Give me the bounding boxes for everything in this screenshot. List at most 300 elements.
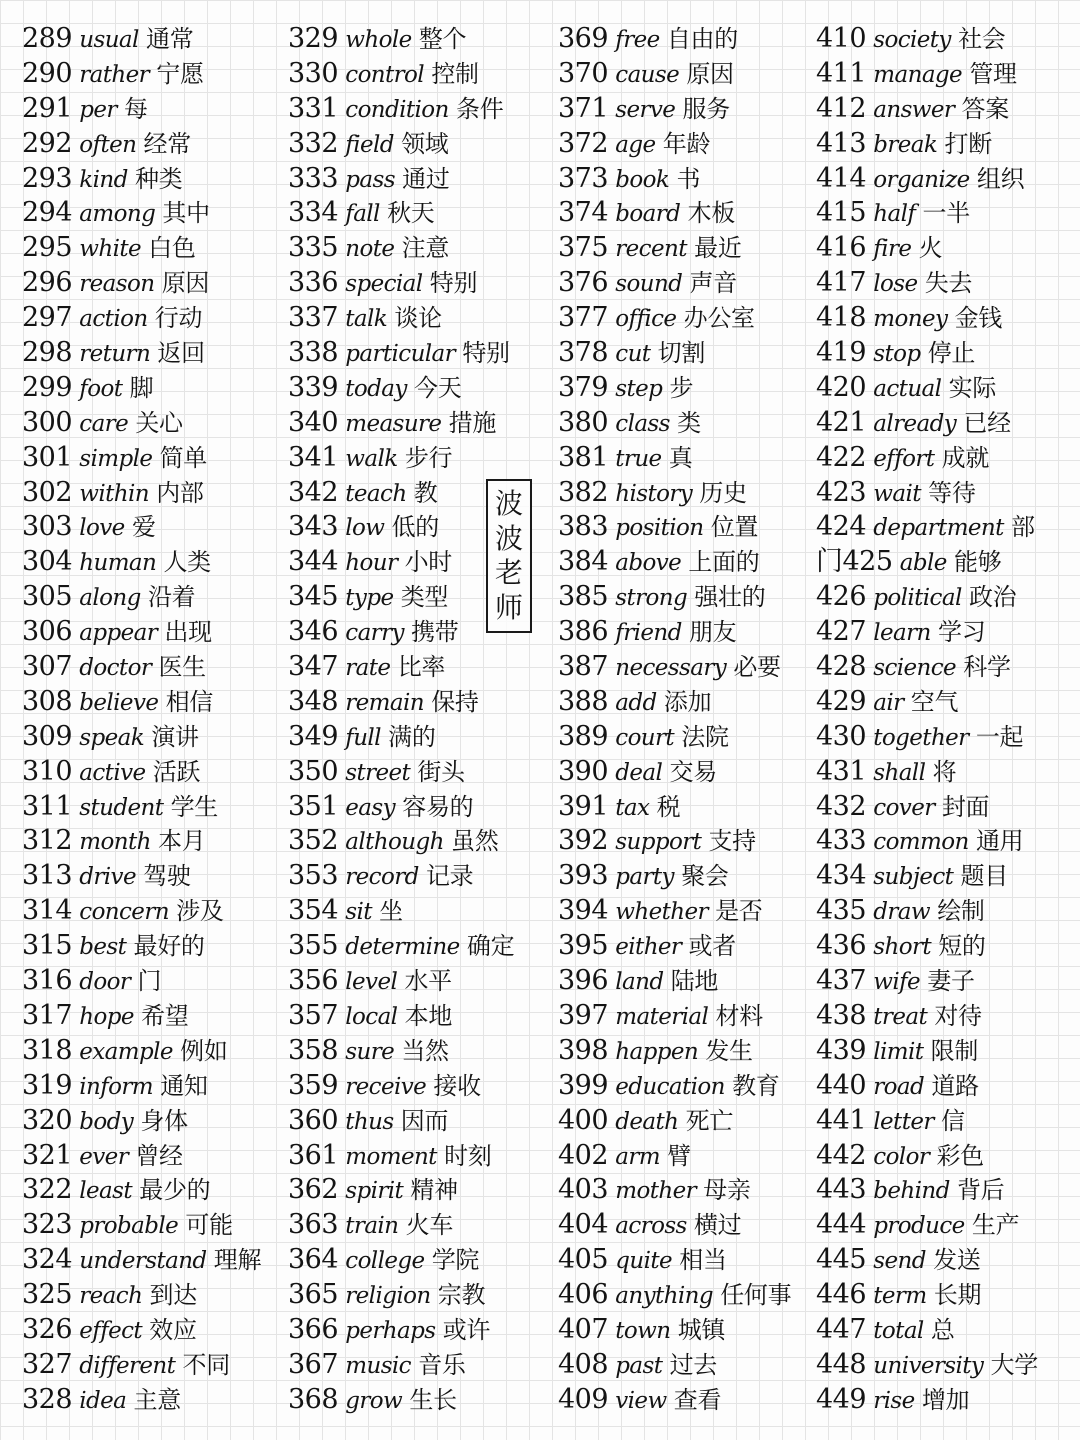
entry-english-word: money [873,306,948,333]
vocab-entry-content [288,1313,490,1349]
entry-english-word: death [615,1108,679,1135]
entry-number: 387 [558,651,609,683]
vocab-entry [816,266,1078,301]
vocab-entry-content [816,720,1023,756]
entry-chinese-meaning: 朋友 [688,618,737,647]
entry-number: 435 [816,895,867,927]
entry-english-word: term [873,1283,927,1310]
vocab-entry-content [558,1243,727,1279]
entry-english-word: often [79,131,137,158]
entry-english-word: board [615,201,681,228]
vocab-entry-content [22,650,206,686]
vocab-entry [22,92,284,127]
entry-chinese-meaning: 自由的 [666,25,738,53]
entry-number: 445 [816,1244,867,1276]
vocab-entry-content [288,196,434,232]
entry-number: 298 [22,337,73,369]
entry-number: 400 [558,1104,609,1136]
entry-english-word: arm [615,1143,660,1170]
entry-number: 303 [22,511,73,543]
entry-english-word: deal [615,759,663,786]
vocab-entry [816,476,1078,511]
vocab-entry [22,545,284,580]
entry-english-word: moment [345,1143,437,1170]
vocab-entry-content [816,1034,978,1070]
vocab-entry-content [816,545,1001,581]
entry-number: 363 [288,1209,339,1241]
entry-english-word: determine [345,934,460,961]
vocab-entry [816,615,1078,650]
entry-chinese-meaning: 横过 [693,1211,742,1240]
entry-english-word: probable [79,1213,179,1240]
entry-english-word: remain [345,689,424,716]
vocab-entry [288,894,550,929]
entry-number: 304 [22,546,73,578]
entry-english-word: true [615,445,662,472]
entry-chinese-meaning: 题目 [960,862,1008,891]
entry-number: 334 [288,197,339,229]
vocab-entry-content [816,859,1008,895]
vocab-entry-content [558,650,781,686]
vocab-entry-content [22,1034,228,1070]
vocab-entry-content [816,92,1009,128]
entry-number: 430 [816,720,867,752]
entry-english-word: lose [873,271,918,298]
entry-chinese-meaning: 生产 [971,1211,1020,1240]
vocab-entry [558,162,810,197]
vocab-entry-content [288,650,445,686]
entry-english-word: happen [615,1038,699,1065]
vocab-entry-content [558,824,756,860]
vocab-entry-content [22,57,204,93]
vocab-entry-content [816,1313,955,1349]
entry-chinese-meaning: 脚 [129,373,154,402]
vocab-entry-content [22,476,204,512]
vocab-entry [288,1069,550,1104]
vocab-entry [558,92,810,127]
entry-number: 414 [816,162,867,194]
entry-number: 299 [22,371,73,403]
entry-english-word: condition [345,96,449,123]
entry-chinese-meaning: 材料 [715,1001,763,1030]
entry-chinese-meaning: 满的 [388,722,436,751]
vocab-entry [288,650,550,685]
vocab-entry-content [558,790,680,826]
entry-number: 362 [288,1174,339,1206]
entry-number: 436 [816,930,867,962]
vocab-entry-content [816,1243,980,1279]
entry-english-word: subject [873,864,954,891]
vocab-entry-content [22,1139,183,1175]
vocab-entry [22,1278,284,1313]
entry-chinese-meaning: 一起 [975,722,1024,751]
vocab-entry [288,162,550,197]
entry-number: 410 [816,23,867,54]
vocab-entry-content [288,859,473,895]
entry-number: 341 [288,441,339,473]
entry-number: 437 [816,965,867,997]
entry-chinese-meaning: 聚会 [681,862,729,891]
vocab-entry [288,824,550,859]
vocab-entry-content [22,266,209,302]
entry-chinese-meaning: 学生 [170,792,218,821]
vocab-entry [558,1348,810,1383]
entry-chinese-meaning: 火 [918,234,943,263]
entry-number: 374 [558,197,609,229]
vocab-entry [288,336,550,371]
entry-chinese-meaning: 大学 [990,1350,1038,1379]
entry-number: 413 [816,127,867,159]
entry-number: 336 [288,267,339,299]
entry-number: 317 [22,999,73,1031]
vocab-entry [558,1243,810,1278]
entry-number: 442 [816,1139,867,1171]
entry-english-word: education [615,1073,725,1100]
entry-english-word: concern [79,899,169,926]
entry-number: 388 [558,685,609,717]
entry-chinese-meaning: 通用 [975,827,1024,856]
entry-chinese-meaning: 宗教 [437,1281,486,1310]
vocab-entry-content [22,371,153,407]
vocab-entry-content [22,231,196,267]
vocab-entry-content [816,127,992,163]
entry-chinese-meaning: 接收 [433,1071,481,1100]
vocab-entry [22,720,284,755]
entry-english-word: mother [615,1178,696,1205]
entry-number: 324 [22,1244,73,1276]
entry-number: 439 [816,1034,867,1066]
vocab-entry [288,1313,550,1348]
entry-number: 419 [816,337,867,369]
entry-english-word: produce [873,1213,965,1240]
entry-english-word: per [79,96,117,123]
vocab-entry [288,371,550,406]
entry-number: 369 [558,23,609,54]
entry-number: 308 [22,685,73,717]
entry-number: 290 [22,57,73,89]
vocab-entry [22,196,284,231]
vocab-entry [558,1139,810,1174]
vocab-entry [288,1173,550,1208]
entry-english-word: position [615,515,704,542]
entry-chinese-meaning: 类 [677,408,701,437]
entry-english-word: easy [345,794,396,821]
author-stamp [486,479,532,633]
vocab-entry [22,301,284,336]
entry-english-word: cause [615,61,680,88]
vocab-entry-content [288,336,510,372]
vocab-entry-content [816,755,956,791]
entry-number: 384 [558,546,609,578]
vocab-entry-content [816,685,958,721]
entry-chinese-meaning: 或许 [442,1315,491,1344]
entry-chinese-meaning: 携带 [411,618,459,647]
vocab-entry-content [22,894,224,930]
entry-number: 335 [288,232,339,264]
entry-chinese-meaning: 办公室 [683,304,755,333]
vocab-entry-content [22,1243,261,1279]
entry-english-word: strong [615,585,688,612]
entry-chinese-meaning: 当然 [401,1036,449,1065]
vocab-entry [816,755,1078,790]
vocab-entry-content [816,999,982,1035]
entry-english-word: body [79,1108,134,1135]
entry-number: 376 [558,267,609,299]
vocab-entry-content [288,1173,458,1209]
entry-chinese-meaning: 支持 [708,827,756,856]
entry-english-word: carry [345,620,404,647]
entry-number: 351 [288,790,339,822]
vocab-entry-content [22,1348,230,1384]
entry-chinese-meaning: 已经 [963,408,1011,437]
entry-number: 394 [558,895,609,927]
vocab-entry-content [558,371,693,407]
vocab-entry-content [22,790,218,826]
vocab-entry-content [288,1139,491,1175]
vocab-entry [22,162,284,197]
entry-english-word: serve [615,96,676,123]
vocab-entry-content [558,615,736,651]
vocab-entry-content [558,196,735,232]
entry-chinese-meaning: 最少的 [139,1176,211,1205]
entry-english-word: necessary [615,655,727,682]
entry-number: 306 [22,616,73,648]
vocab-entry [816,92,1078,127]
entry-chinese-meaning: 短的 [938,932,986,961]
vocab-entry [816,406,1078,441]
vocab-entry [816,57,1078,92]
entry-english-word: cover [873,794,935,821]
vocab-entry [816,999,1078,1034]
entry-english-word: although [345,829,444,856]
entry-chinese-meaning: 背后 [956,1176,1005,1205]
entry-chinese-meaning: 本月 [158,827,206,856]
entry-number: 449 [816,1383,867,1415]
entry-english-word: thus [345,1108,394,1135]
entry-chinese-meaning: 停止 [927,339,976,368]
vocab-entry-content [22,441,207,477]
vocab-entry [816,1139,1078,1174]
entry-chinese-meaning: 彩色 [936,1141,984,1170]
entry-english-word: train [345,1213,399,1240]
entry-english-word: music [345,1352,411,1379]
vocab-entry [288,127,550,162]
entry-english-word: department [873,515,1004,542]
entry-english-word: above [615,550,682,577]
entry-number: 423 [816,476,867,508]
entry-chinese-meaning: 任何事 [720,1281,792,1310]
vocab-entry-content [558,1313,725,1349]
entry-english-word: fire [873,236,912,263]
vocab-entry [558,859,810,894]
entry-number: 429 [816,685,867,717]
entry-chinese-meaning: 位置 [710,513,759,542]
entry-english-word: simple [79,445,153,472]
entry-number: 348 [288,685,339,717]
vocab-entry-content [288,162,450,198]
entry-english-word: class [615,410,670,437]
entry-chinese-meaning: 通过 [402,164,450,193]
entry-number: 422 [816,441,867,473]
entry-chinese-meaning: 相当 [679,1246,727,1275]
entry-number: 385 [558,581,609,613]
entry-english-word: together [873,724,969,751]
entry-english-word: appear [79,620,158,647]
entry-english-word: manage [873,61,963,88]
entry-english-word: doctor [79,655,152,682]
entry-english-word: foot [79,375,123,402]
entry-chinese-meaning: 宁愿 [156,59,204,88]
entry-english-word: friend [615,620,682,647]
vocab-entry-content [288,545,452,581]
vocab-entry-content [22,615,212,651]
entry-english-word: whole [345,27,412,53]
vocab-entry-content [558,162,700,198]
entry-english-word: able [899,550,947,577]
entry-number: 389 [558,720,609,752]
entry-chinese-meaning: 切割 [657,339,706,368]
entry-chinese-meaning: 税 [656,792,681,821]
vocab-entry-content [816,790,989,826]
vocab-entry-content [816,824,1023,860]
vocab-entry [22,1383,284,1418]
entry-english-word: among [79,201,156,228]
entry-english-word: return [79,341,151,368]
entry-number: 417 [816,267,867,299]
entry-number: 293 [22,162,73,194]
entry-number: 375 [558,232,609,264]
vocab-entry [558,964,810,999]
entry-chinese-meaning: 母亲 [703,1176,751,1205]
entry-english-word: spirit [345,1178,404,1205]
entry-number: 392 [558,825,609,857]
entry-english-word: usual [79,27,139,53]
entry-chinese-meaning: 对待 [934,1001,982,1030]
entry-chinese-meaning: 到达 [149,1281,197,1310]
entry-chinese-meaning: 坐 [379,897,403,926]
entry-chinese-meaning: 种类 [134,164,183,193]
vocab-entry [288,999,550,1034]
vocab-entry [22,615,284,650]
vocab-entry-content [816,1208,1019,1244]
vocab-entry-content [22,406,183,442]
entry-number: 345 [288,581,339,613]
vocab-entry-content [22,336,205,372]
vocab-entry-content [288,615,459,651]
vocab-entry [22,1139,284,1174]
vocab-entry-content [288,755,465,791]
entry-english-word: sound [615,271,683,298]
entry-number: 340 [288,406,339,438]
entry-english-word: note [345,236,395,263]
vocab-entry-content [558,476,747,512]
vocab-entry [558,824,810,859]
vocab-entry-content [558,720,729,756]
entry-chinese-meaning: 类型 [400,583,449,612]
vocab-entry [558,1069,810,1104]
vocab-entry-content [558,441,692,477]
vocab-entry-content [22,162,182,198]
entry-number: 397 [558,999,609,1031]
entry-chinese-meaning: 步行 [404,443,453,472]
entry-english-word: age [615,131,656,158]
entry-chinese-meaning: 学习 [938,618,986,647]
entry-number: 366 [288,1313,339,1345]
entry-english-word: along [79,585,141,612]
vocab-entry [816,1034,1078,1069]
entry-english-word: teach [345,480,407,507]
entry-number: 368 [288,1383,339,1415]
vocab-entry-content [22,1313,197,1349]
entry-number: 431 [816,755,867,787]
entry-chinese-meaning: 通知 [160,1071,208,1100]
entry-english-word: break [873,131,938,158]
vocab-entry [816,196,1078,231]
vocab-entry [288,92,550,127]
vocab-entry-content [22,1104,188,1140]
entry-chinese-meaning: 教 [413,478,438,507]
entry-number: 440 [816,1069,867,1101]
vocab-entry-content [558,231,741,267]
vocab-entry-content [288,1208,453,1244]
entry-english-word: shall [873,759,926,786]
vocab-entry [22,685,284,720]
entry-chinese-meaning: 音乐 [418,1350,466,1379]
vocab-entry [816,929,1078,964]
entry-chinese-meaning: 必要 [733,653,781,682]
vocab-entry-content [22,1278,197,1314]
vocab-entry [816,790,1078,825]
entry-chinese-meaning: 特别 [462,339,510,368]
entry-chinese-meaning: 长期 [933,1281,982,1310]
vocab-entry [288,964,550,999]
vocab-entry-content [558,510,758,546]
vocab-entry-content [288,999,452,1035]
entry-english-word: reach [79,1283,143,1310]
vocab-entry-content [816,615,985,651]
vocab-entry [816,162,1078,197]
entry-chinese-meaning: 爱 [131,513,156,542]
entry-chinese-meaning: 木板 [687,199,735,228]
entry-chinese-meaning: 科学 [963,653,1011,682]
vocab-entry [558,266,810,301]
entry-chinese-meaning: 保持 [431,687,479,716]
entry-number: 416 [816,232,867,264]
entry-chinese-meaning: 不同 [182,1350,230,1379]
entry-english-word: least [79,1178,133,1205]
vocab-entry [22,1173,284,1208]
entry-english-word: talk [345,306,388,333]
entry-number: 312 [22,825,73,857]
entry-chinese-meaning: 限制 [930,1036,979,1065]
entry-chinese-meaning: 医生 [158,653,206,682]
vocab-entry [288,266,550,301]
vocab-entry-content [288,476,437,512]
entry-english-word: land [615,969,664,996]
entry-english-word: anything [615,1283,713,1310]
vocab-entry [288,1278,550,1313]
entry-english-word: society [873,27,951,53]
vocab-entry [288,22,550,57]
entry-number: 358 [288,1034,339,1066]
entry-english-word: free [615,27,660,53]
vocab-entry-content [558,545,760,581]
word-column-4 [816,22,1078,1418]
vocab-entry-content [288,1278,485,1314]
vocab-entry [558,22,810,57]
vocab-entry [816,545,1078,580]
entry-chinese-meaning: 水平 [404,967,452,996]
